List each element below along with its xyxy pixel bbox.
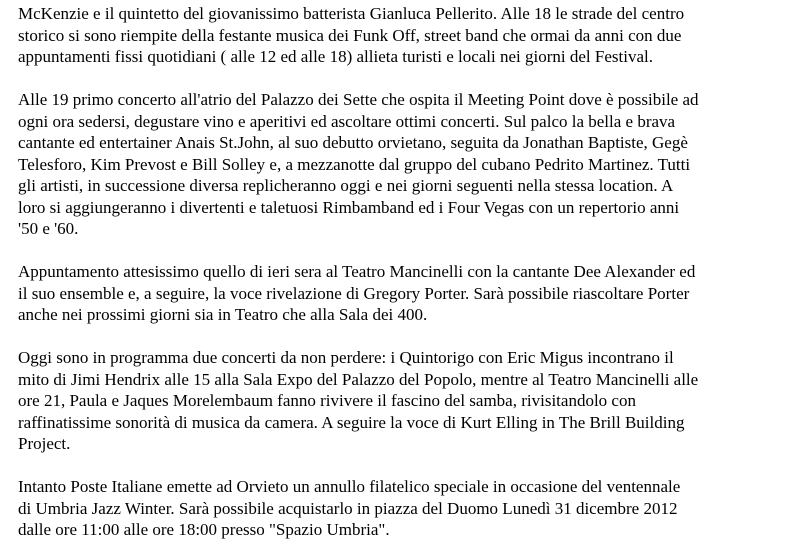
text-line: Alle 19 primo concerto all'atrio del Palazzo dei Sette che ospita il Meeting Point dove è possibile ad: [18, 90, 699, 109]
text-line: il suo ensemble e, a seguire, la voce rivelazione di Gregory Porter. Sarà possibile riascoltare Porter: [18, 283, 690, 303]
article-body: [18, 3, 756, 541]
paragraph-funk-off: [18, 3, 756, 68]
text-line: McKenzie e il quintetto del giovanissimo batterista Gianluca Pellerito. Alle 18 le strade del centro: [18, 4, 685, 23]
text-line: mito di Jimi Hendrix alle 15 alla Sala Expo del Palazzo del Popolo, mentre al Teatro Mancinelli alle: [18, 369, 699, 389]
text-line: appuntamenti fissi quotidiani ( alle 12 ed alle 18) allieta turisti e locali nei giorni del Festival.: [18, 47, 653, 66]
text-line: loro si aggiungeranno i divertenti e taletuosi Rimbamband ed i Four Vegas con un repertorio anni: [18, 197, 680, 217]
paragraph-programma-oggi: [18, 347, 756, 455]
paragraph-meeting-point: [18, 89, 756, 240]
paragraph-teatro-mancinelli: [18, 261, 756, 326]
paragraph-poste-italiane: [18, 476, 756, 541]
text-line: ogni ora sedersi, degustare vino e aperitivi ed ascoltare ottimi concerti. Sul palco la bella e brava: [18, 111, 676, 131]
text-line: Appuntamento attesissimo quello di ieri sera al Teatro Mancinelli con la cantante Dee Alexander ed: [18, 262, 696, 281]
text-line: raffinatissime sonorità di musica da camera. A seguire la voce di Kurt Elling in The Brill Building: [18, 412, 685, 432]
text-line: '50 e '60.: [18, 219, 79, 238]
text-line: gli artisti, in successione diversa replicheranno oggi e nei giorni seguenti nella stessa location. A: [18, 176, 674, 195]
text-line: storico si sono riempite della festante musica dei Funk Off, street band che ormai da anni con due: [18, 25, 682, 45]
text-line: ore 21, Paula e Jaques Morelembaum fanno rivivere il fascino del samba, rivisitandolo con: [18, 391, 636, 410]
text-line: anche nei prossimi giorni sia in Teatro che alla Sala dei 400.: [18, 305, 428, 324]
text-line: dalle ore 11:00 alle ore 18:00 presso "Spazio Umbria".: [18, 520, 390, 539]
text-line: Project.: [18, 434, 71, 453]
text-line: Intanto Poste Italiane emette ad Orvieto un annullo filatelico speciale in occasione del ventennale: [18, 477, 681, 496]
text-line: di Umbria Jazz Winter. Sarà possibile acquistarlo in piazza del Duomo Lunedì 31 dicembre 2012: [18, 498, 678, 518]
text-line: cantante ed entertainer Anais St.John, al suo debutto orvietano, seguita da Jonathan Baptiste, Gegè: [18, 133, 688, 152]
text-line: Telesforo, Kim Prevost e Bill Solley e, a mezzanotte dal gruppo del cubano Pedrito Martinez. Tutti: [18, 154, 691, 174]
text-line: Oggi sono in programma due concerti da non perdere: i Quintorigo con Eric Migus incontrano il: [18, 348, 674, 367]
